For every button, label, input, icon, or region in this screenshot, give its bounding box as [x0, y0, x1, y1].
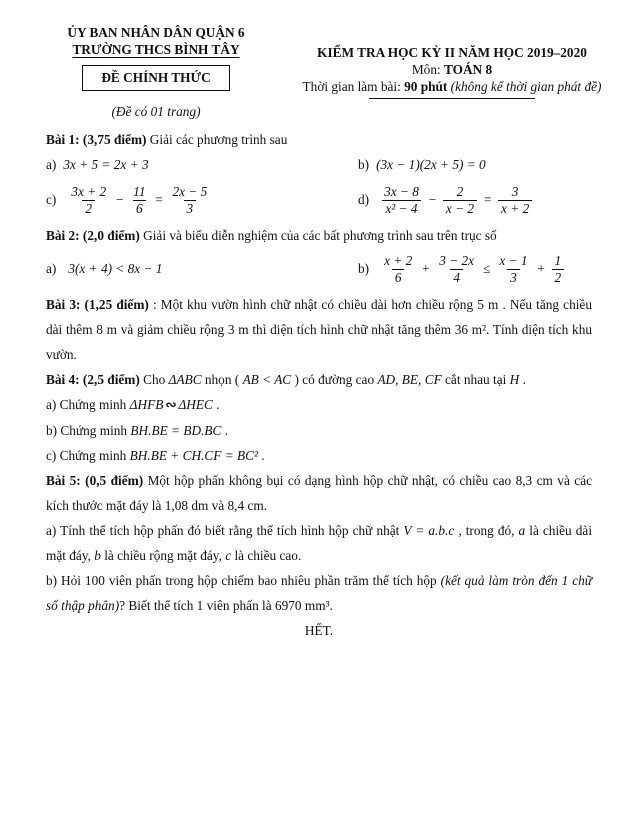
- item-tag: b): [358, 261, 370, 276]
- problem-4a: [46, 392, 592, 418]
- fraction: [381, 184, 422, 217]
- exam-title: KIỂM TRA HỌC KỲ II NĂM HỌC 2019–2020: [317, 45, 587, 60]
- equation: 3x + 5 = 2x + 3: [63, 157, 149, 172]
- issuer-block: [30, 24, 282, 120]
- problem-2-row-ab: [46, 248, 592, 290]
- problem-4-text: .: [519, 372, 526, 387]
- math-expression: V = a.b.c: [403, 523, 455, 538]
- item-tag: b): [358, 157, 370, 172]
- problem-4-text: Cho: [139, 372, 169, 387]
- equation: (3x − 1)(2x + 5) = 0: [376, 157, 486, 172]
- problem-4b-text: .: [221, 423, 229, 438]
- fraction: [496, 253, 530, 286]
- fraction: [381, 253, 415, 286]
- subject-label: Môn:: [411, 62, 444, 77]
- operator: +: [536, 261, 546, 276]
- exam-body: [46, 127, 592, 643]
- fraction: [130, 184, 148, 217]
- fraction: [436, 253, 477, 286]
- problem-1-heading: [46, 127, 592, 152]
- problem-1-label: Bài 1: (3,75 điểm): [46, 132, 147, 147]
- school-name: [30, 41, 282, 58]
- numerator: 11: [133, 183, 146, 199]
- numerator: 2x − 5: [172, 183, 208, 199]
- numerator: x − 1: [499, 252, 528, 268]
- problem-5-intro: Một hộp phấn không bụi có dạng hình hộp chữ nhật, có chiều cao 8,3 cm và các kích thước mặt đáy là 1,08 dm và 8,4 cm.: [46, 473, 592, 513]
- math-expression: AB < AC: [242, 372, 292, 387]
- operator: =: [483, 192, 493, 207]
- problem-1b: [358, 152, 592, 177]
- denominator: x − 2: [443, 200, 477, 217]
- item-tag: a): [46, 157, 57, 172]
- problem-4-label: Bài 4: (2,5 điểm): [46, 372, 140, 387]
- problem-5b-text: ? Biết thể tích 1 viên phấn là 6970 mm³.: [119, 598, 333, 613]
- numerator: 3x − 8: [384, 183, 419, 199]
- time-line: [286, 78, 618, 95]
- math-expression: ΔHFB: [129, 397, 164, 412]
- problem-2b: [358, 253, 592, 286]
- time-note: (không kể thời gian phát đề): [447, 79, 602, 94]
- fraction: [498, 184, 532, 217]
- problem-1-intro: Giải các phương trình sau: [146, 132, 288, 147]
- problem-4b: [46, 418, 592, 443]
- similar-symbol: ∾: [165, 398, 177, 413]
- item-tag: a): [46, 261, 57, 276]
- item-tag: d): [358, 192, 370, 207]
- math-expression: BH.BE = BD.BC: [130, 423, 222, 438]
- problem-4a-text: a) Chứng minh: [46, 397, 130, 412]
- divider-line: [369, 98, 535, 99]
- math-expression: b: [94, 548, 101, 563]
- fraction: [443, 184, 477, 217]
- item-tag: c): [46, 192, 57, 207]
- math-expression: ΔABC: [168, 372, 202, 387]
- numerator: 3x + 2: [71, 183, 107, 199]
- problem-4-text: nhọn (: [201, 372, 243, 387]
- math-expression: AD, BE, CF: [377, 372, 442, 387]
- operator: −: [115, 192, 125, 207]
- exam-title-block: [286, 44, 618, 99]
- math-expression: ΔHEC: [178, 397, 213, 412]
- school-name-text: TRƯỜNG THCS BÌNH TÂY: [72, 42, 240, 57]
- problem-5a-text: a) Tính thể tích hộp phấn đó biết rằng thể tích hình hộp chữ nhật: [46, 523, 404, 538]
- problem-4-text: ) có đường cao: [291, 372, 378, 387]
- denominator: 2: [82, 200, 95, 217]
- time-label: Thời gian làm bài:: [302, 79, 405, 94]
- official-exam-stamp: [82, 65, 229, 91]
- subject-line: [286, 61, 618, 78]
- math-expression: H: [509, 372, 520, 387]
- math-expression: c: [225, 548, 232, 563]
- denominator: 4: [450, 269, 463, 286]
- denominator: 6: [392, 269, 405, 286]
- problem-4c-text: .: [257, 448, 265, 463]
- problem-2-label: Bài 2: (2,0 điểm): [46, 228, 140, 243]
- problem-5b-note: (kết quả làm tròn đến 1 chữ số thập phân): [46, 573, 593, 613]
- end-marker: HẾT.: [304, 623, 334, 638]
- problem-4c-text: c) Chứng minh: [46, 448, 130, 463]
- operator: +: [421, 261, 431, 276]
- denominator: 6: [133, 200, 146, 217]
- operator: ≤: [483, 261, 491, 276]
- subject-value: TOÁN 8: [443, 62, 493, 77]
- denominator: x + 2: [498, 200, 532, 217]
- math-expression: a: [518, 523, 526, 538]
- operator: −: [427, 192, 437, 207]
- denominator: 3: [507, 269, 520, 286]
- problem-5a-text: là chiều rộng mặt đáy,: [100, 548, 226, 563]
- problem-5b: [46, 568, 592, 618]
- problem-1c: [46, 184, 358, 217]
- official-exam-stamp-label: ĐỀ CHÍNH THỨC: [101, 70, 211, 85]
- equation: 3(x + 4) < 8x − 1: [68, 261, 163, 276]
- numerator: x + 2: [384, 252, 413, 268]
- numerator: 1: [554, 252, 562, 268]
- page-count-note: (Đề có 01 trang): [111, 104, 201, 119]
- problem-4a-text: .: [212, 397, 220, 412]
- problem-5-label: Bài 5: (0,5 điểm): [46, 473, 144, 488]
- numerator: 3 − 2x: [439, 252, 475, 268]
- numerator: 2: [456, 183, 464, 199]
- fraction: [68, 184, 109, 217]
- problem-4-text: cắt nhau tại: [441, 372, 510, 387]
- problem-5a-text: là chiều cao.: [231, 548, 302, 563]
- problem-5a-text: là chiều dài mặt đáy,: [46, 523, 593, 563]
- denominator: x² − 4: [382, 200, 420, 217]
- problem-2-heading: [46, 223, 592, 248]
- problem-5a-text: , trong đó,: [454, 523, 519, 538]
- operator: =: [154, 192, 164, 207]
- problem-5b-text: b) Hỏi 100 viên phấn trong hộp chiếm bao nhiêu phần trăm thể tích hộp: [46, 573, 441, 588]
- numerator: 3: [511, 183, 519, 199]
- problem-3: [46, 292, 592, 367]
- fraction: [552, 253, 565, 286]
- problem-1-row-ab: [46, 152, 592, 177]
- time-value: 90 phút: [404, 79, 448, 94]
- problem-4b-text: b) Chứng minh: [46, 423, 131, 438]
- problem-3-label: Bài 3: (1,25 điểm): [46, 297, 149, 312]
- problem-5-heading: [46, 468, 592, 518]
- stamp-wrap: [30, 58, 282, 91]
- problem-1-row-cd: [46, 177, 592, 223]
- problem-2a: [46, 261, 358, 277]
- issuer-name: ỦY BAN NHÂN DÂN QUẬN 6: [67, 25, 245, 40]
- denominator: 3: [184, 200, 197, 217]
- denominator: 2: [552, 269, 565, 286]
- problem-1a: [46, 152, 358, 177]
- fraction: [169, 184, 210, 217]
- math-expression: BH.BE + CH.CF = BC²: [129, 448, 258, 463]
- problem-5a: [46, 518, 592, 568]
- problem-3-text: : Một khu vườn hình chữ nhật có chiều dài hơn chiều rộng 5 m . Nếu tăng chiều dài thêm 8 m và giảm chiều rộng 3 m thì diện tích hình chữ nhật tăng thêm 36 m². Tính diện tích khu vườn.: [46, 297, 592, 362]
- problem-4c: [46, 443, 592, 468]
- problem-4-heading: [46, 367, 592, 392]
- problem-1d: [358, 184, 592, 217]
- problem-2-intro: Giải và biểu diễn nghiệm của các bất phương trình sau trên trục số: [139, 228, 497, 243]
